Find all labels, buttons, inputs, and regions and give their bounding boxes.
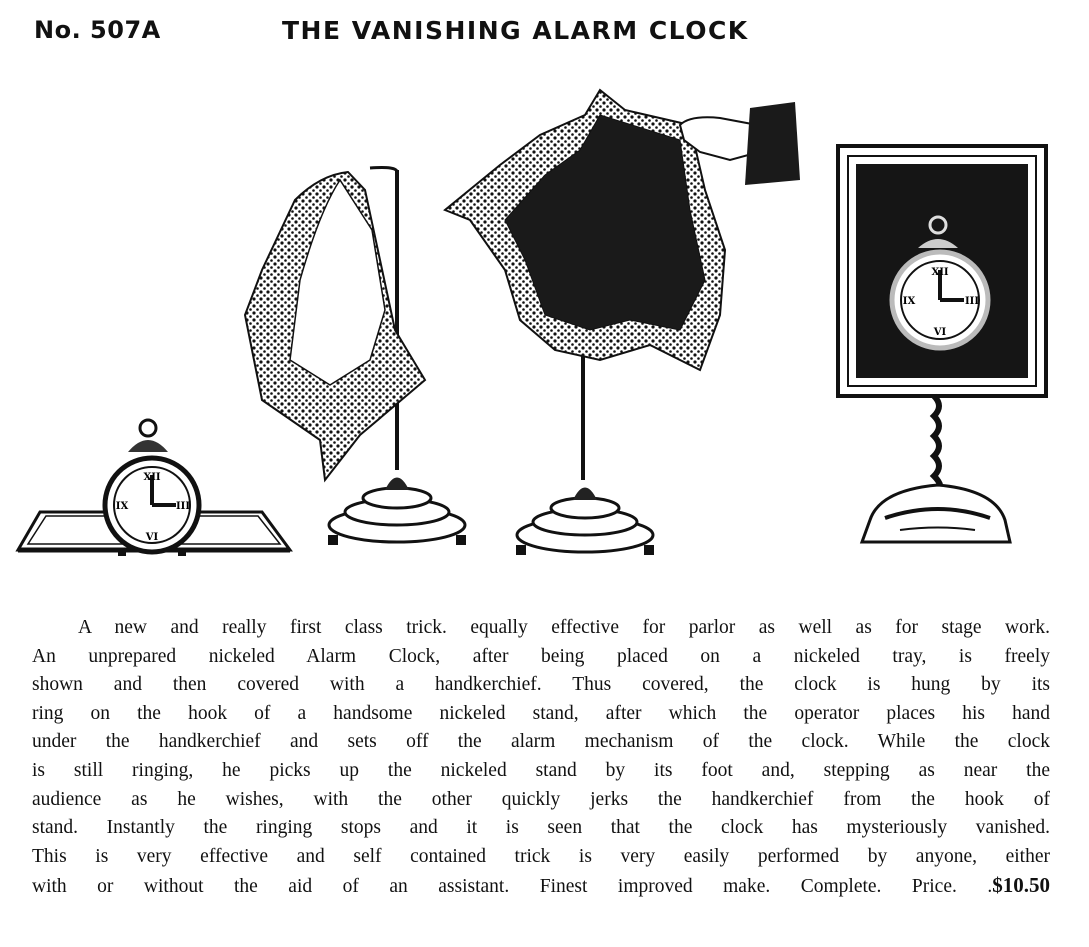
handkerchief-on-stand-figure (245, 168, 466, 546)
clock-on-tray-figure (18, 420, 290, 556)
svg-text:VI: VI (933, 327, 947, 338)
svg-text:IX: IX (902, 296, 916, 307)
description-line: is still ringing, he picks up the nickeled stand by its foot and, stepping as near the (32, 759, 1050, 781)
trick-description (32, 614, 1050, 902)
description-line: shown and then covered with a handkerchief. Thus covered, the clock is hung by its (32, 674, 1050, 696)
catalog-number: No. 507A (34, 16, 161, 44)
page-header (0, 12, 1089, 52)
description-line: ring on the hook of a handsome nickeled stand, after which the operator places his hand (32, 702, 1050, 724)
alarm-clock-icon (105, 420, 199, 556)
clock-in-frame-figure (838, 146, 1046, 542)
svg-text:III: III (175, 501, 191, 512)
description-last-line (32, 871, 1050, 902)
description-line: audience as he wishes, with the other quickly jerks the handkerchief from the hook of (32, 788, 1050, 810)
description-line: stand. Instantly the ringing stops and it is seen that the clock has mysteriously vanished. (32, 817, 1050, 839)
svg-text:IX: IX (115, 501, 129, 512)
price: $10.50 (992, 873, 1050, 898)
description-line: This is very effective and self contained trick is very easily performed by anyone, either (32, 845, 1050, 867)
svg-text:VI: VI (145, 532, 159, 543)
description-line: A new and really first class trick. equally effective for parlor as well as for stage work. (78, 617, 1050, 638)
page-title: THE VANISHING ALARM CLOCK (282, 16, 749, 45)
handkerchief-pulled-figure (445, 90, 800, 555)
description-line: under the handkerchief and sets off the alarm mechanism of the clock. While the clock (32, 731, 1050, 753)
trick-illustration (0, 80, 1089, 580)
svg-text:XII: XII (143, 472, 161, 483)
svg-text:III: III (964, 296, 980, 307)
description-line: with or without the aid of an assistant. Finest improved make. Complete. Price. . (32, 876, 993, 898)
description-line: An unprepared nickeled Alarm Clock, after being placed on a nickeled tray, is freely (32, 645, 1050, 667)
svg-text:XII: XII (931, 267, 949, 278)
